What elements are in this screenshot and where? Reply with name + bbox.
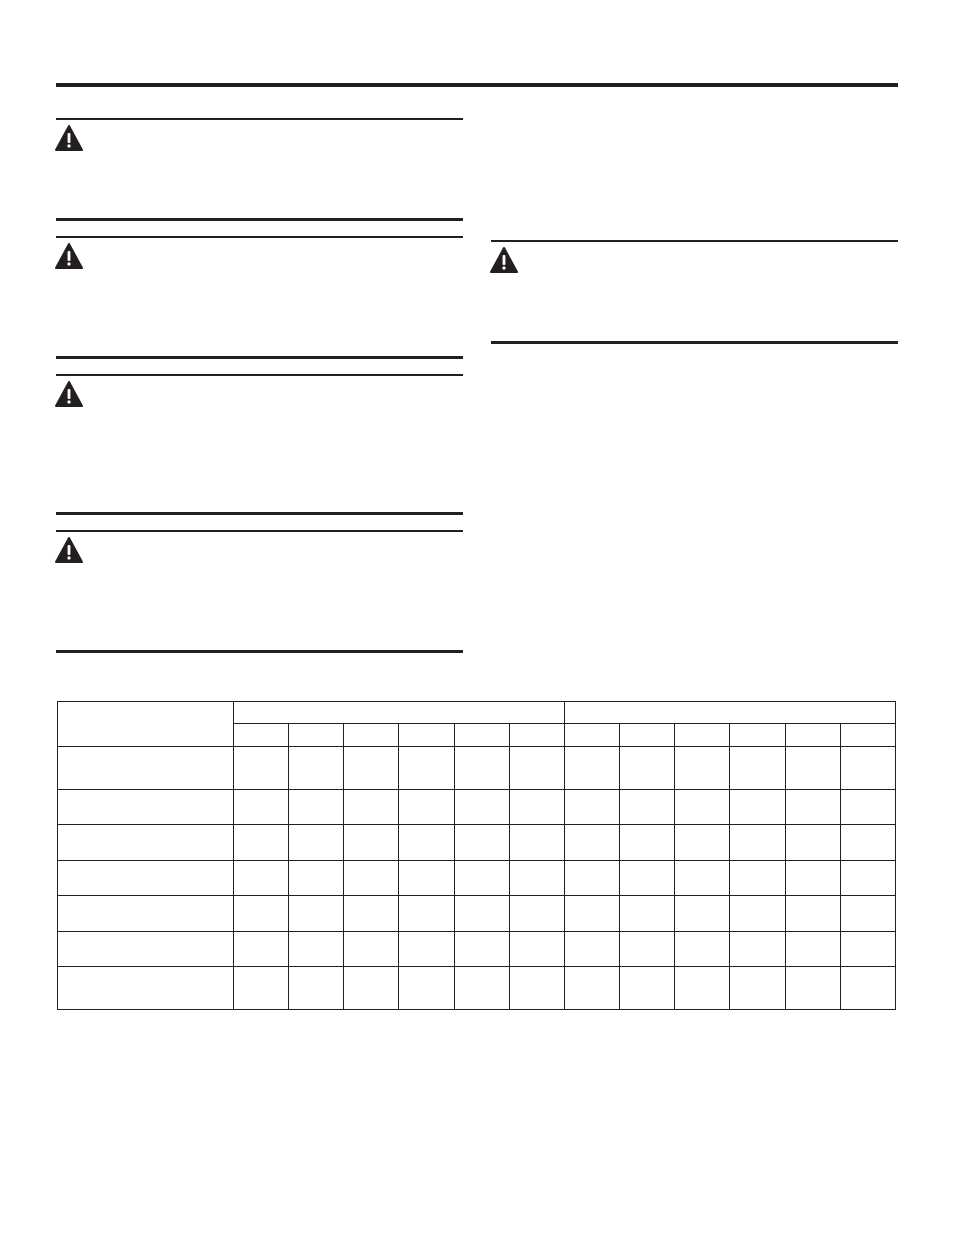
table-cell bbox=[289, 967, 344, 1010]
table-cell bbox=[564, 747, 619, 790]
table-cell bbox=[730, 967, 785, 1010]
table-sub-header bbox=[289, 724, 344, 747]
warning-top-rule bbox=[56, 118, 463, 120]
warning-bottom-rule bbox=[56, 512, 463, 515]
table-sub-header bbox=[234, 724, 289, 747]
table-cell bbox=[564, 896, 619, 932]
table-cell bbox=[840, 896, 895, 932]
table-cell bbox=[620, 861, 675, 896]
table-cell bbox=[675, 825, 730, 861]
table-cell bbox=[675, 967, 730, 1010]
table-group-header bbox=[564, 702, 895, 724]
table-sub-header bbox=[344, 724, 399, 747]
specification-table bbox=[57, 701, 896, 1010]
table-row-label bbox=[58, 825, 234, 861]
warning-triangle-icon bbox=[55, 125, 83, 151]
table-cell bbox=[785, 747, 840, 790]
warning-triangle-icon bbox=[55, 537, 83, 563]
table-cell bbox=[730, 790, 785, 825]
table-cell bbox=[399, 747, 454, 790]
warning-triangle-icon bbox=[490, 247, 518, 273]
table-row-label bbox=[58, 932, 234, 967]
table-cell bbox=[675, 747, 730, 790]
table-cell bbox=[730, 861, 785, 896]
table-cell bbox=[234, 747, 289, 790]
table-cell bbox=[840, 932, 895, 967]
warning-bottom-rule bbox=[491, 341, 898, 344]
table-sub-header bbox=[840, 724, 895, 747]
table-row bbox=[58, 932, 896, 967]
table-cell bbox=[234, 896, 289, 932]
table-cell bbox=[509, 747, 564, 790]
warning-top-rule bbox=[56, 236, 463, 238]
table-corner-cell bbox=[58, 702, 234, 747]
table-cell bbox=[454, 747, 509, 790]
table-cell bbox=[344, 790, 399, 825]
table-sub-header bbox=[785, 724, 840, 747]
warning-triangle-icon bbox=[55, 243, 83, 269]
warning-bottom-rule bbox=[56, 356, 463, 359]
table-cell bbox=[234, 861, 289, 896]
table-cell bbox=[454, 790, 509, 825]
table-row bbox=[58, 790, 896, 825]
table-row-label bbox=[58, 747, 234, 790]
table-cell bbox=[289, 790, 344, 825]
table-cell bbox=[840, 790, 895, 825]
table-cell bbox=[675, 896, 730, 932]
table-group-header bbox=[234, 702, 565, 724]
table-cell bbox=[620, 932, 675, 967]
table-cell bbox=[454, 861, 509, 896]
warning-top-rule bbox=[56, 374, 463, 376]
table-cell bbox=[785, 932, 840, 967]
table-cell bbox=[344, 932, 399, 967]
table-cell bbox=[344, 747, 399, 790]
table-cell bbox=[564, 825, 619, 861]
table-row bbox=[58, 967, 896, 1010]
table-row bbox=[58, 896, 896, 932]
table-cell bbox=[344, 861, 399, 896]
table-cell bbox=[620, 896, 675, 932]
table-cell bbox=[509, 932, 564, 967]
table-group-header-row bbox=[58, 702, 896, 724]
table-cell bbox=[620, 790, 675, 825]
table-cell bbox=[454, 967, 509, 1010]
table-cell bbox=[509, 896, 564, 932]
table-cell bbox=[454, 932, 509, 967]
table-cell bbox=[620, 747, 675, 790]
table-sub-header bbox=[730, 724, 785, 747]
table-cell bbox=[785, 967, 840, 1010]
table-cell bbox=[509, 861, 564, 896]
table-cell bbox=[234, 932, 289, 967]
table-cell bbox=[289, 825, 344, 861]
table-cell bbox=[289, 747, 344, 790]
warning-top-rule bbox=[56, 530, 463, 532]
table-cell bbox=[344, 896, 399, 932]
table-cell bbox=[730, 932, 785, 967]
table-row-label bbox=[58, 896, 234, 932]
table-cell bbox=[289, 896, 344, 932]
table-cell bbox=[344, 967, 399, 1010]
warning-top-rule bbox=[491, 240, 898, 242]
table-cell bbox=[675, 790, 730, 825]
table-cell bbox=[399, 825, 454, 861]
table-cell bbox=[730, 896, 785, 932]
table-cell bbox=[289, 861, 344, 896]
table-cell bbox=[234, 825, 289, 861]
table-cell bbox=[399, 967, 454, 1010]
table-row bbox=[58, 825, 896, 861]
table-row bbox=[58, 747, 896, 790]
warning-bottom-rule bbox=[56, 218, 463, 221]
table-cell bbox=[399, 896, 454, 932]
table-cell bbox=[399, 790, 454, 825]
warning-bottom-rule bbox=[56, 650, 463, 653]
table-cell bbox=[840, 967, 895, 1010]
table-sub-header bbox=[509, 724, 564, 747]
table-row-label bbox=[58, 967, 234, 1010]
table-cell bbox=[620, 967, 675, 1010]
table-sub-header bbox=[454, 724, 509, 747]
page-header-rule bbox=[56, 83, 898, 87]
table-sub-header bbox=[620, 724, 675, 747]
table-cell bbox=[840, 825, 895, 861]
table-cell bbox=[785, 790, 840, 825]
table-cell bbox=[564, 861, 619, 896]
table-cell bbox=[509, 790, 564, 825]
table-cell bbox=[785, 896, 840, 932]
table-cell bbox=[785, 861, 840, 896]
table-cell bbox=[454, 896, 509, 932]
table-cell bbox=[730, 747, 785, 790]
table-cell bbox=[509, 825, 564, 861]
table-cell bbox=[234, 967, 289, 1010]
table-cell bbox=[620, 825, 675, 861]
table-cell bbox=[730, 825, 785, 861]
warning-triangle-icon bbox=[55, 381, 83, 407]
table-cell bbox=[454, 825, 509, 861]
table-sub-header bbox=[564, 724, 619, 747]
table-cell bbox=[564, 790, 619, 825]
table-sub-header bbox=[399, 724, 454, 747]
table-cell bbox=[564, 932, 619, 967]
table-cell bbox=[344, 825, 399, 861]
table-cell bbox=[399, 861, 454, 896]
table-cell bbox=[564, 967, 619, 1010]
table-cell bbox=[840, 861, 895, 896]
table-row-label bbox=[58, 861, 234, 896]
table-row bbox=[58, 861, 896, 896]
table-cell bbox=[289, 932, 344, 967]
table-sub-header bbox=[675, 724, 730, 747]
table-cell bbox=[785, 825, 840, 861]
table-cell bbox=[840, 747, 895, 790]
table-cell bbox=[509, 967, 564, 1010]
table-row-label bbox=[58, 790, 234, 825]
table-cell bbox=[399, 932, 454, 967]
table-cell bbox=[234, 790, 289, 825]
table-cell bbox=[675, 861, 730, 896]
table-cell bbox=[675, 932, 730, 967]
